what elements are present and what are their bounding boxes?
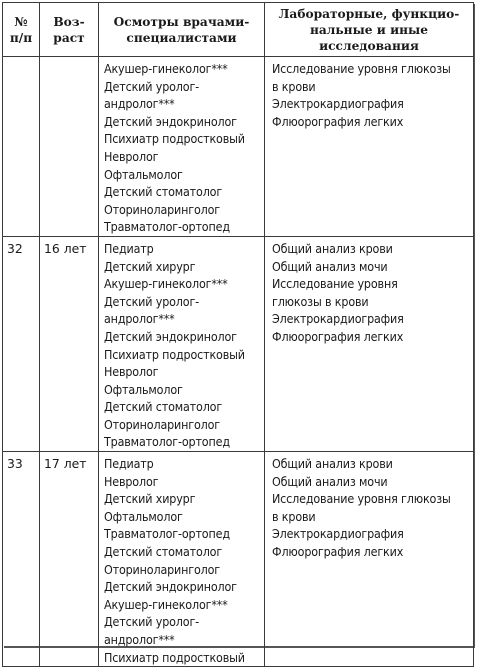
row-lab-cell	[265, 236, 474, 451]
lab-item: Исследование уровня глюкозы	[272, 61, 451, 76]
specialist-item: Травматолог-ортопед	[104, 434, 230, 450]
table-row	[3, 452, 474, 667]
specialist-item: Офтальмолог	[104, 166, 183, 182]
row-specialists-cell	[99, 452, 265, 667]
specialist-item: Акушер-гинеколог***	[104, 276, 228, 292]
specialist-item: Невролог	[104, 148, 159, 164]
header-lab-line: Лабораторные, функцио-	[278, 7, 460, 21]
lab-item: Общий анализ мочи	[272, 258, 388, 274]
specialist-item: Детский эндокринолог	[104, 579, 237, 595]
row-age-cell	[40, 57, 99, 237]
specialist-item: Детский уролог-	[104, 293, 200, 309]
row-number-cell: 33	[3, 452, 40, 667]
specialist-item: Офтальмолог	[104, 381, 183, 397]
table-row	[3, 57, 474, 237]
specialist-item: Детский эндокринолог	[104, 328, 237, 344]
specialist-item: Психиатр подростковый	[104, 346, 245, 362]
specialist-item: Акушер-гинеколог***	[104, 61, 228, 76]
lab-item: Флюорография легких	[272, 544, 404, 560]
header-lab-line: нальные и иные исследования	[309, 23, 429, 53]
header-specialists-line: специалистами	[126, 31, 237, 45]
row-age-cell: 16 лет	[40, 236, 99, 451]
lab-item: Электрокардиография	[272, 311, 404, 327]
specialist-item: Детский стоматолог	[104, 399, 223, 415]
header-specialists	[99, 3, 265, 57]
specialist-item: Детский эндокринолог	[104, 113, 237, 129]
specialist-item: Детский хирург	[104, 258, 196, 274]
header-num-line: №	[14, 15, 28, 29]
specialist-item: Невролог	[104, 364, 159, 380]
specialist-item: Оториноларинголог	[104, 561, 221, 577]
header-lab	[265, 3, 474, 57]
lab-item: Исследование уровня	[272, 276, 398, 292]
specialist-item: Оториноларинголог	[104, 416, 221, 432]
specialist-item: андролог***	[104, 96, 175, 112]
specialist-item: Детский стоматолог	[104, 544, 223, 560]
lab-item: Электрокардиография	[272, 96, 404, 112]
medical-exam-table	[2, 2, 474, 667]
lab-item: Общий анализ мочи	[272, 473, 388, 489]
specialist-item: Педиатр	[104, 240, 154, 256]
specialist-item: Педиатр	[104, 456, 154, 472]
table-header-row	[3, 3, 474, 57]
specialist-item: Невролог	[104, 473, 159, 489]
specialist-item: андролог***	[104, 632, 175, 647]
specialist-item: Психиатр подростковый	[104, 649, 245, 665]
lab-item: Флюорография легких	[272, 113, 404, 129]
lab-item: глюкозы в крови	[272, 293, 369, 309]
row-specialists-cell	[99, 57, 265, 237]
lab-item: в крови	[272, 78, 316, 94]
row-lab-cell	[265, 452, 474, 667]
specialist-item: Офтальмолог	[104, 508, 183, 524]
lab-item: Общий анализ крови	[272, 456, 393, 472]
specialist-item: Акушер-гинеколог***	[104, 596, 228, 612]
header-age-line: Воз-	[53, 15, 85, 29]
lab-item: Исследование уровня глюкозы	[272, 491, 451, 507]
row-number-cell: 32	[3, 236, 40, 451]
header-specialists-line: Осмотры врачами-	[113, 15, 250, 29]
specialist-item: Детский хирург	[104, 491, 196, 507]
table-row	[3, 236, 474, 451]
specialist-item: Детский стоматолог	[104, 184, 223, 200]
header-num	[3, 3, 40, 57]
header-age	[40, 3, 99, 57]
specialist-item: андролог***	[104, 311, 175, 327]
specialist-item: Психиатр подростковый	[104, 131, 245, 147]
header-num-line: п/п	[9, 31, 33, 45]
row-specialists-cell	[99, 236, 265, 451]
specialist-item: Травматолог-ортопед	[104, 219, 230, 235]
row-age-cell: 17 лет	[40, 452, 99, 667]
header-age-line: раст	[53, 31, 85, 45]
table-body	[3, 57, 474, 667]
lab-item: Общий анализ крови	[272, 240, 393, 256]
lab-item: в крови	[272, 508, 316, 524]
row-number-cell	[3, 57, 40, 237]
specialist-item: Детский уролог-	[104, 614, 200, 630]
lab-item: Флюорография легких	[272, 328, 404, 344]
specialist-item: Травматолог-ортопед	[104, 526, 230, 542]
lab-item: Электрокардиография	[272, 526, 404, 542]
specialist-item: Оториноларинголог	[104, 201, 221, 217]
specialist-item: Детский уролог-	[104, 78, 200, 94]
row-lab-cell	[265, 57, 474, 237]
